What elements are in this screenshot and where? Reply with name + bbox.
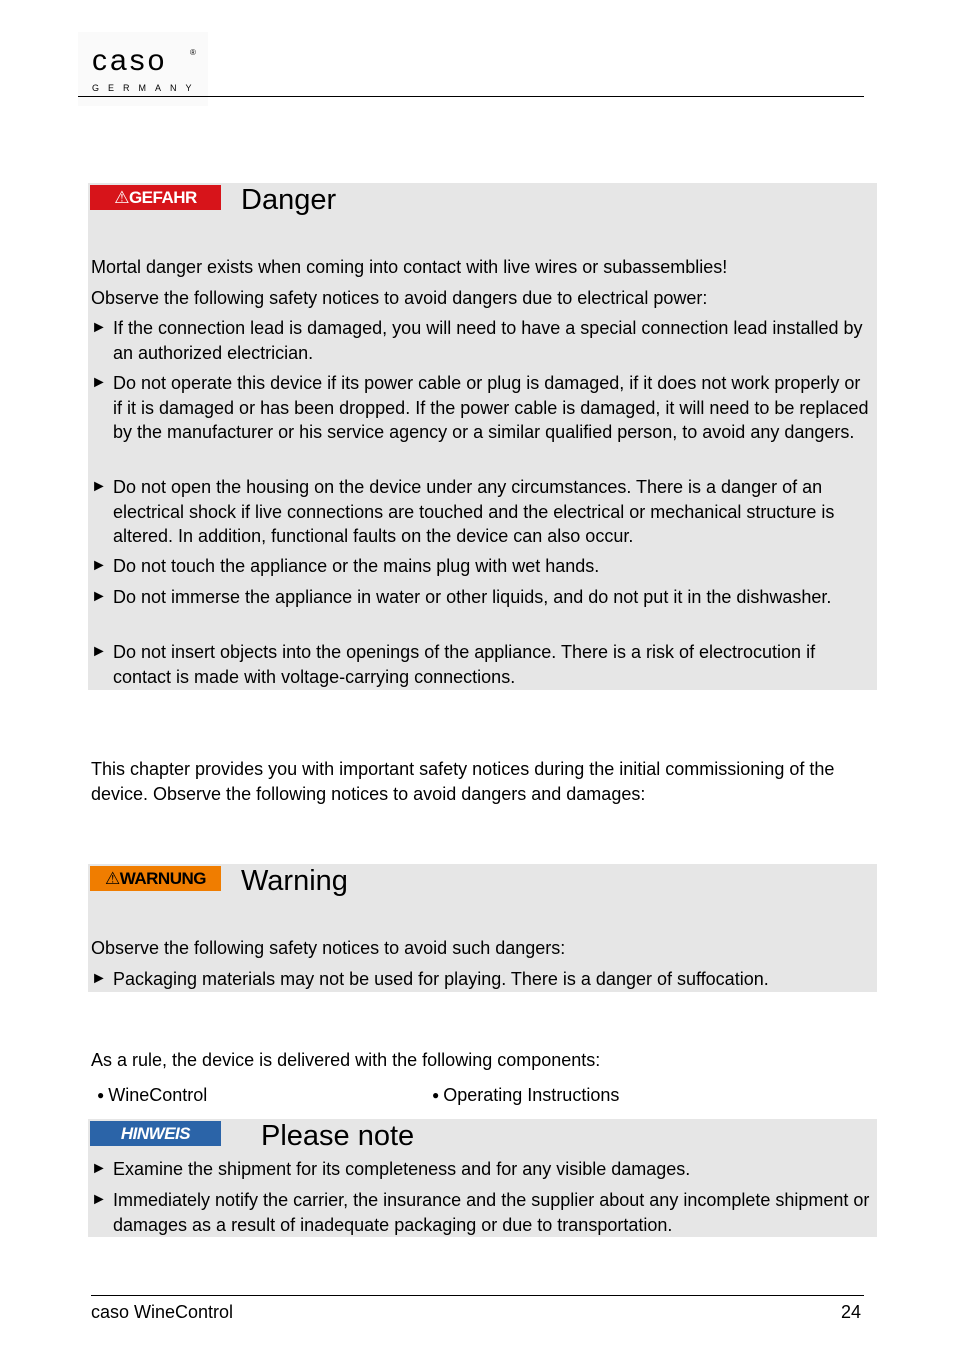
danger-bullet: ► Do not insert objects into the openings of the appliance. There is a risk of electrocution if contact is made with voltage-carrying connections. bbox=[91, 642, 816, 687]
component-item: ● WineControl bbox=[97, 1085, 208, 1105]
bullet-arrow-icon: ► bbox=[91, 643, 107, 660]
danger-title: Danger bbox=[241, 184, 337, 216]
danger-intro-1: Mortal danger exists when coming into contact with live wires or subassemblies! bbox=[91, 257, 728, 277]
note-title: Please note bbox=[261, 1120, 415, 1152]
danger-bullet: ► Do not open the housing on the device under any circumstances. There is a danger of an electrical shock if live connections are touched and the electrical or mechanical structure is altered. In addition, functional faults on the device can also occur. bbox=[91, 477, 835, 546]
danger-bullet: ► Do not operate this device if its power cable or plug is damaged, if it does not work properly or if it is damaged or has been dropped. If the power cable is damaged, it will need to be replaced by the manufacturer or his service agency or a similar qualified person, to avoid any dangers. bbox=[91, 373, 869, 442]
danger-bullet: ► Do not touch the appliance or the mains plug with wet hands. bbox=[91, 554, 873, 579]
bullet-arrow-icon: ► bbox=[91, 588, 107, 605]
warning-bullet: ► Packaging materials may not be used for playing. There is a danger of suffocation. bbox=[91, 967, 873, 992]
warning-badge: ⚠WARNUNG bbox=[90, 866, 221, 891]
note-badge: HINWEIS bbox=[90, 1121, 221, 1146]
logo-subtitle: GERMANY bbox=[92, 83, 201, 93]
logo-wordmark: caso bbox=[92, 44, 168, 77]
danger-bullet: ► If the connection lead is damaged, you will need to have a special connection lead installed by an authorized electrician. bbox=[91, 318, 863, 363]
page-number: 24 bbox=[840, 1302, 861, 1322]
bullet-dot-icon: ● bbox=[97, 1088, 105, 1102]
bullet-arrow-icon: ► bbox=[91, 478, 107, 495]
warning-intro: Observe the following safety notices to avoid such dangers: bbox=[91, 938, 566, 958]
chapter-intro: This chapter provides you with important safety notices during the initial commissioning of the device. Observe the following notices to avoid dangers and damages: bbox=[91, 759, 835, 804]
delivery-intro: As a rule, the device is delivered with the following components: bbox=[91, 1050, 601, 1070]
bullet-arrow-icon: ► bbox=[91, 319, 107, 336]
bullet-arrow-icon: ► bbox=[91, 557, 107, 574]
header-rule bbox=[78, 96, 864, 97]
component-item: ● Operating Instructions bbox=[432, 1085, 620, 1105]
bullet-arrow-icon: ► bbox=[91, 374, 107, 391]
bullet-dot-icon: ● bbox=[432, 1088, 440, 1102]
danger-intro-2: Observe the following safety notices to avoid dangers due to electrical power: bbox=[91, 288, 708, 308]
danger-badge: ⚠GEFAHR bbox=[90, 185, 221, 210]
warning-title: Warning bbox=[241, 865, 348, 897]
bullet-arrow-icon: ► bbox=[91, 1160, 107, 1177]
brand-logo bbox=[78, 32, 208, 106]
danger-bullet: ► Do not immerse the appliance in water or other liquids, and do not put it in the dishwasher. bbox=[91, 585, 873, 610]
bullet-arrow-icon: ► bbox=[91, 1191, 107, 1208]
footer-product-name: caso WineControl bbox=[91, 1302, 234, 1322]
note-bullet: ► Immediately notify the carrier, the insurance and the supplier about any incomplete shipment or damages as a result of inadequate packaging or due to transportation. bbox=[91, 1190, 870, 1235]
note-bullet: ► Examine the shipment for its completeness and for any visible damages. bbox=[91, 1157, 873, 1182]
footer-rule bbox=[91, 1295, 864, 1296]
bullet-arrow-icon: ► bbox=[91, 970, 107, 987]
logo-registered-mark: ® bbox=[190, 48, 196, 57]
